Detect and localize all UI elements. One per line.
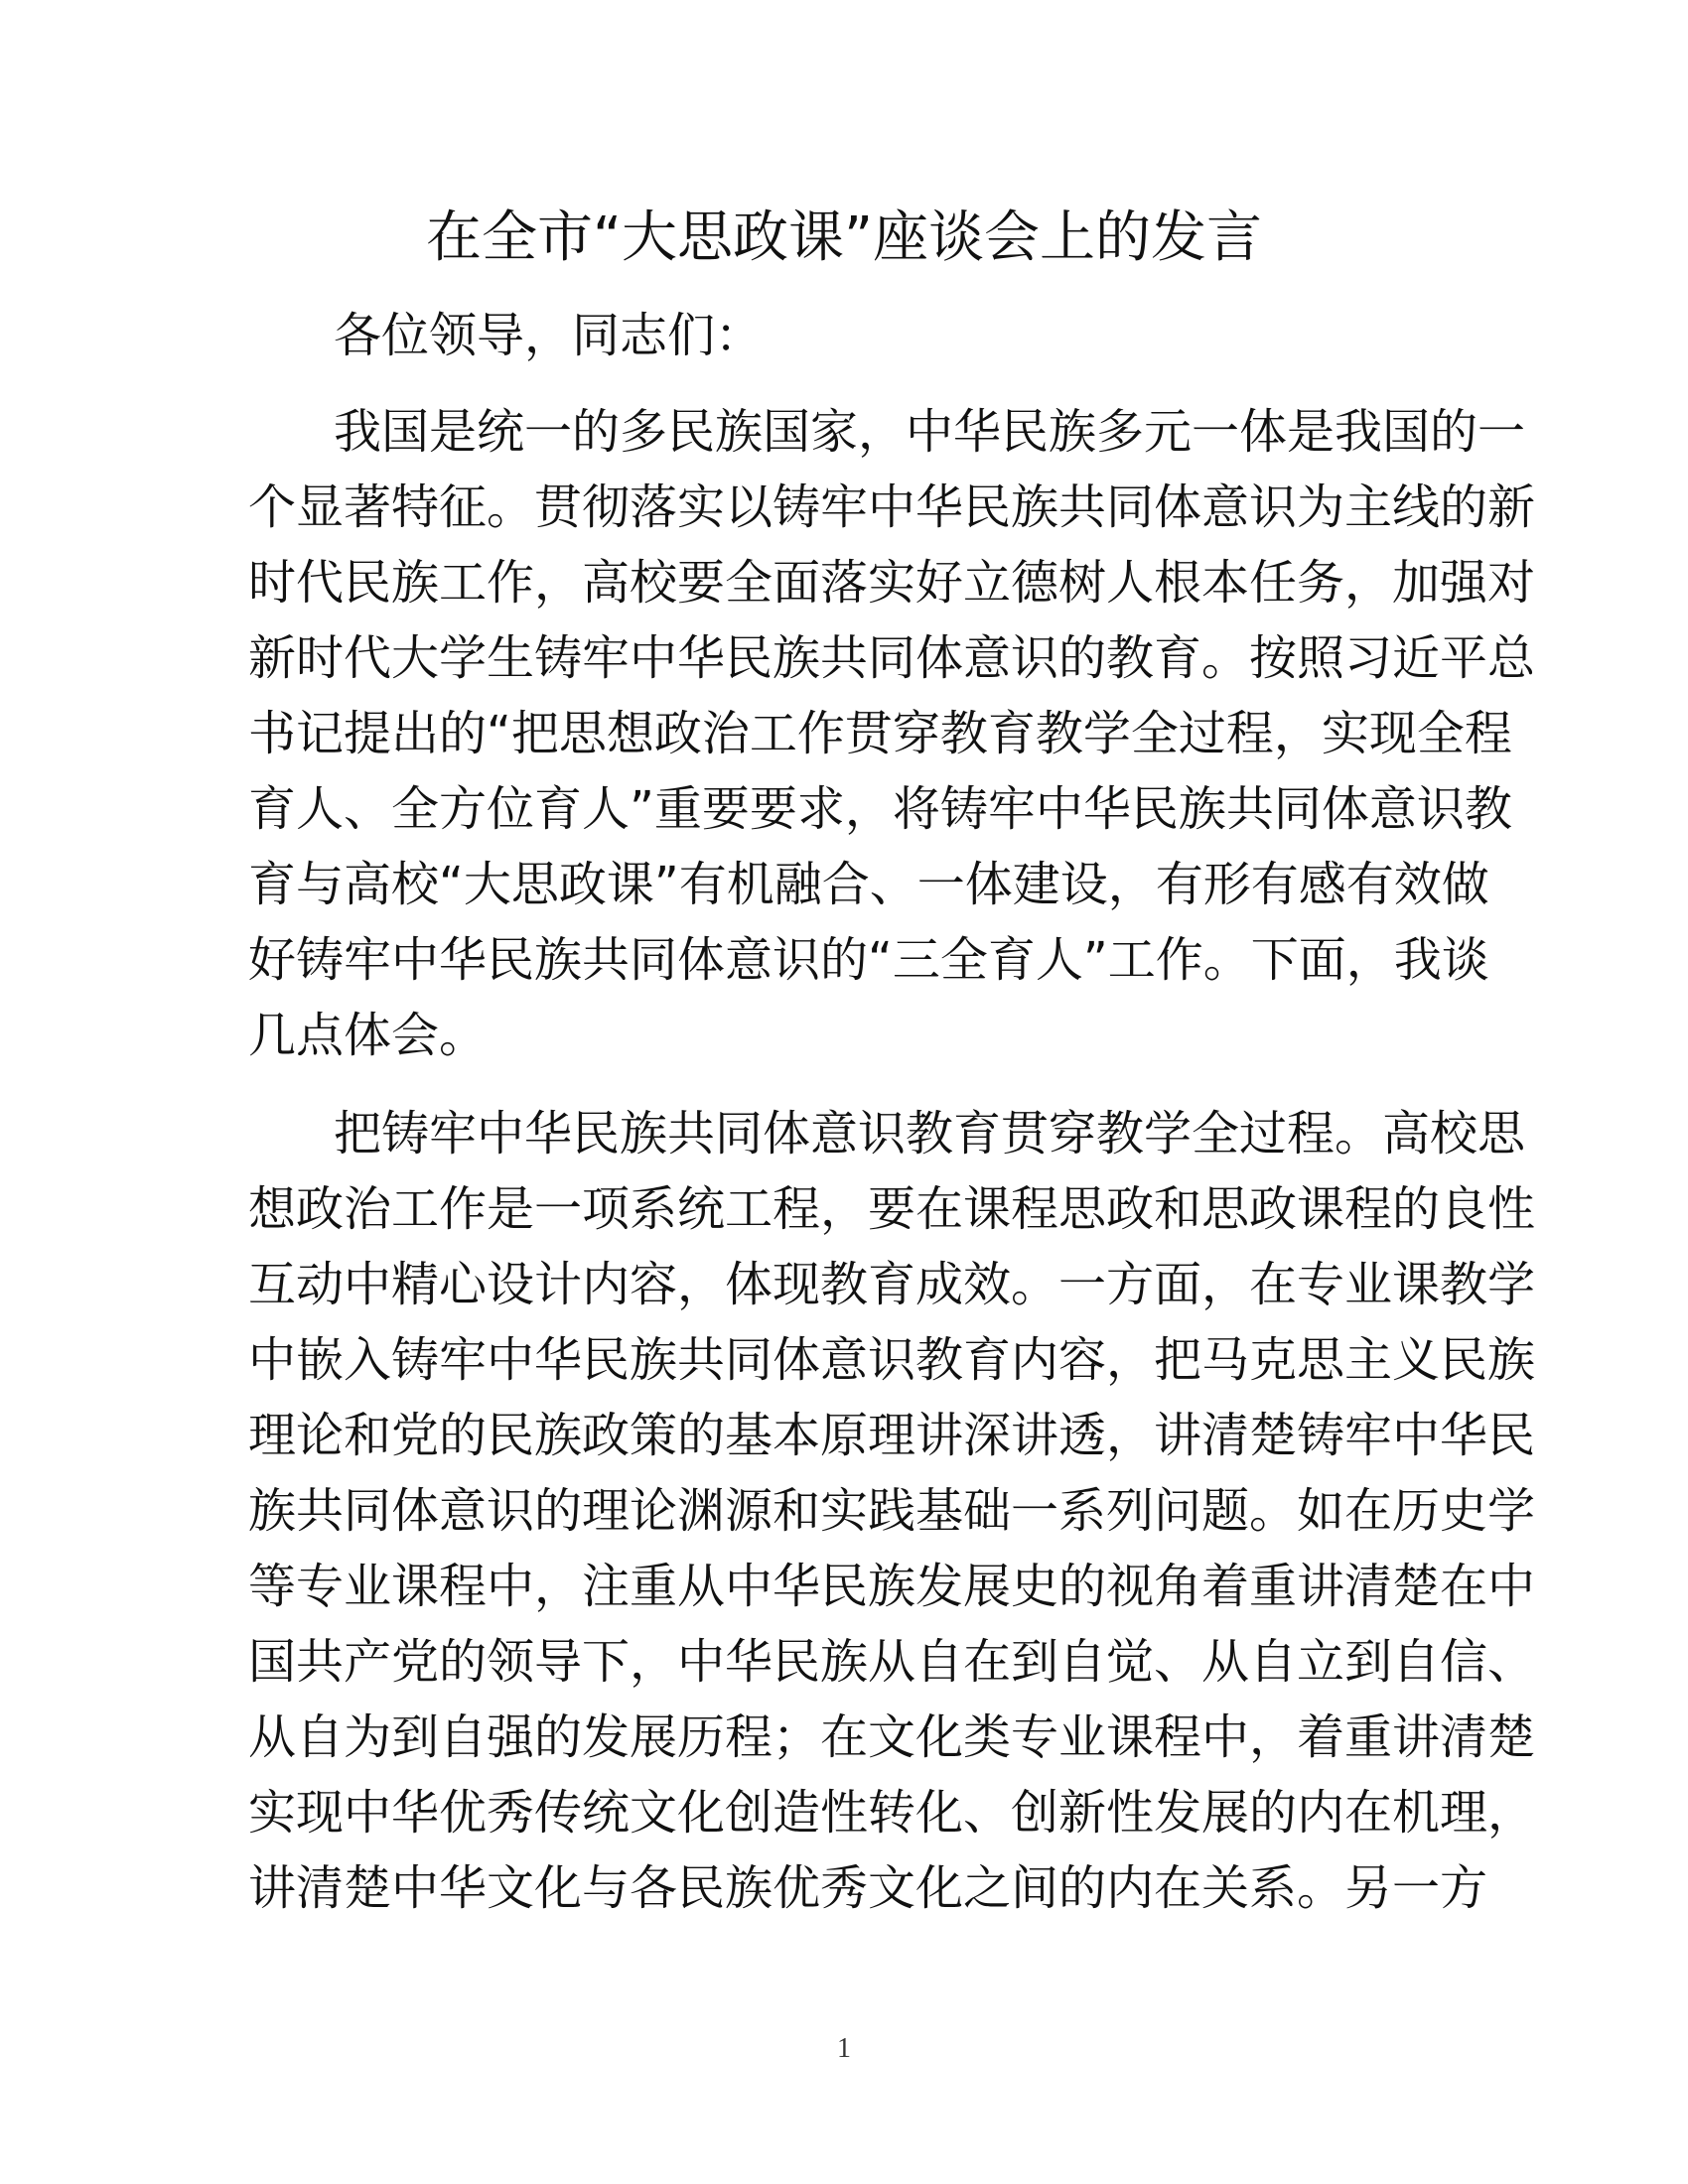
text-line: 想政治工作是一项系统工程，要在课程思政和思政课程的良性 xyxy=(248,1181,1536,1237)
paragraph-1 xyxy=(248,394,1536,1073)
text-line: 国共产党的领导下，中华民族从自在到自觉、从自立到自信、 xyxy=(248,1634,1536,1690)
text-line: 时代民族工作，高校要全面落实好立德树人根本任务，加强对 xyxy=(248,555,1536,611)
document-title: 在全市“大思政课”座谈会上的发言 xyxy=(425,205,1263,270)
greeting: 各位领导，同志们： xyxy=(334,308,764,363)
text-line: 从自为到自强的发展历程；在文化类专业课程中，着重讲清楚 xyxy=(248,1709,1536,1765)
text-line: 育人、全方位育人”重要要求，将铸牢中华民族共同体意识教 xyxy=(248,781,1512,837)
text-line: 把铸牢中华民族共同体意识教育贯穿教学全过程。高校思 xyxy=(334,1106,1526,1161)
text-line: 我国是统一的多民族国家，中华民族多元一体是我国的一 xyxy=(334,404,1526,460)
text-line: 等专业课程中，注重从中华民族发展史的视角着重讲清楚在中 xyxy=(248,1559,1536,1614)
text-line: 中嵌入铸牢中华民族共同体意识教育内容，把马克思主义民族 xyxy=(248,1332,1536,1388)
text-line: 新时代大学生铸牢中华民族共同体意识的教育。按照习近平总 xyxy=(248,630,1536,686)
text-line: 个显著特征。贯彻落实以铸牢中华民族共同体意识为主线的新 xyxy=(248,479,1536,535)
page-number: 1 xyxy=(837,2033,851,2064)
text-line: 书记提出的“把思想政治工作贯穿教育教学全过程，实现全程 xyxy=(248,706,1512,761)
text-line: 几点体会。 xyxy=(248,1008,488,1063)
text-line: 好铸牢中华民族共同体意识的“三全育人”工作。下面，我谈 xyxy=(248,932,1489,988)
text-line: 理论和党的民族政策的基本原理讲深讲透，讲清楚铸牢中华民 xyxy=(248,1408,1536,1463)
text-line: 族共同体意识的理论渊源和实践基础一系列问题。如在历史学 xyxy=(248,1483,1536,1539)
text-line: 实现中华优秀传统文化创造性转化、创新性发展的内在机理， xyxy=(248,1785,1536,1841)
text-line: 互动中精心设计内容，体现教育成效。一方面，在专业课教学 xyxy=(248,1257,1536,1312)
paragraph-2 xyxy=(248,1096,1536,1926)
text-line: 育与高校“大思政课”有机融合、一体建设，有形有感有效做 xyxy=(248,857,1489,912)
text-line: 讲清楚中华文化与各民族优秀文化之间的内在关系。另一方 xyxy=(248,1860,1488,1916)
